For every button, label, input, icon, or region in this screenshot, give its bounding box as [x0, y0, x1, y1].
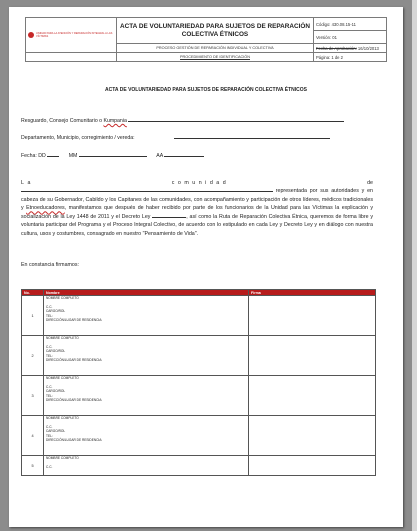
document-page: [9, 7, 403, 527]
name-cell[interactable]: NOMBRE COMPLETO C.C. CARGO/ROL TEL: DIRECCIÓN/LUGAR DE RESIDENCIA:: [44, 336, 249, 376]
name-cell[interactable]: NOMBRE COMPLETO C.C.: [44, 456, 249, 476]
procedure-name: PROCEDIMIENTO DE IDENTIFICACIÓN: [117, 53, 314, 62]
departamento-field: Departamento, Municipio, corregimiento / vereda:: [21, 134, 330, 141]
table-row: 2 NOMBRE COMPLETO C.C. CARGO/ROL TEL: DIRECCIÓN/LUGAR DE RESIDENCIA:: [22, 336, 376, 376]
logo-text: UNIDAD PARA LA ATENCIÓN Y REPARACIÓN INTEGRAL A LAS VÍCTIMAS: [36, 32, 113, 38]
fecha-field: Fecha: DD MM AA: [21, 152, 204, 159]
process-name: PROCESO GESTIÓN DE REPARACIÓN INDIVIDUAL Y COLECTIVA: [117, 44, 314, 53]
name-cell[interactable]: NOMBRE COMPLETO C.C. CARGO/ROL TEL: DIRECCIÓN/LUGAR DE RESIDENCIA:: [44, 296, 249, 336]
doc-version: Versión: 01: [314, 31, 387, 44]
table-row: 3 NOMBRE COMPLETO C.C. CARGO/ROL TEL: DIRECCIÓN/LUGAR DE RESIDENCIA:: [22, 376, 376, 416]
table-row: 5 NOMBRE COMPLETO C.C.: [22, 456, 376, 476]
logo-cell: [26, 18, 117, 53]
decree-line: [152, 213, 186, 218]
community-line: [21, 187, 273, 192]
doc-code: Código: 430.08.15-11: [314, 18, 387, 31]
page-number: Página: 1 de 2: [314, 53, 387, 62]
signature-cell[interactable]: [249, 416, 376, 456]
consent-label: En constancia firmamos:: [21, 262, 79, 268]
col-header-number: No.: [22, 290, 44, 296]
approval-date: Fecha de Aprobación: 16/10/2013: [314, 44, 387, 53]
resguardo-field: Resguardo, Consejo Comunitario o Kumpania: [21, 117, 344, 124]
declaration-paragraph: La comunidad de representada por sus autoridades y en cabeza de su Gobernador, Cabildo y los Capitanes de las comunidades, con acompañamiento y participación de otros líderes, médicos tradicionales y Etnoeducadores, manifestamos que después de haber recibido por parte de los funcionarios de la Unidad para las Víctimas la explicación y socialización de la Ley 1448 de 2011 y el Decreto Ley , así como la Ruta de Reparación Colectiva Étnica, queremos de forma libre y voluntaria participar del Programa y el Proceso Integral Colectivo, de acuerdo con lo estipulado en cada Ley y Decreto Ley y en diálogo con nuestra cultura, usos y costumbres, consagrado en nuestro "Pensamiento de Vida".: [21, 180, 373, 237]
logo-emblem-icon: [28, 32, 34, 38]
table-row: 4 NOMBRE COMPLETO C.C. CARGO/ROL TEL: DIRECCIÓN/LUGAR DE RESIDENCIA:: [22, 416, 376, 456]
institution-logo: [28, 32, 114, 38]
name-cell[interactable]: NOMBRE COMPLETO C.C. CARGO/ROL TEL: DIRECCIÓN/LUGAR DE RESIDENCIA:: [44, 376, 249, 416]
signature-cell[interactable]: [249, 296, 376, 336]
col-header-name: Nombre: [44, 290, 249, 296]
signature-cell[interactable]: [249, 336, 376, 376]
header-title: ACTA DE VOLUNTARIEDAD PARA SUJETOS DE REPARACIÓN COLECTIVA ÉTNICOS: [117, 18, 314, 44]
table-row: 1 NOMBRE COMPLETO C.C. CARGO/ROL TEL: DIRECCIÓN/LUGAR DE RESIDENCIA:: [22, 296, 376, 336]
departamento-line: [174, 134, 330, 139]
signature-table: [21, 289, 376, 476]
signature-cell[interactable]: [249, 456, 376, 476]
col-header-signature: Firma: [249, 290, 376, 296]
resguardo-line: [128, 117, 344, 122]
vertical-scrollbar[interactable]: [412, 0, 417, 531]
document-title: ACTA DE VOLUNTARIEDAD PARA SUJETOS DE REPARACIÓN COLECTIVA ÉTNICOS: [105, 87, 307, 93]
name-cell[interactable]: NOMBRE COMPLETO C.C. CARGO/ROL TEL: DIRECCIÓN/LUGAR DE RESIDENCIA:: [44, 416, 249, 456]
document-header: [25, 17, 387, 62]
signature-cell[interactable]: [249, 376, 376, 416]
